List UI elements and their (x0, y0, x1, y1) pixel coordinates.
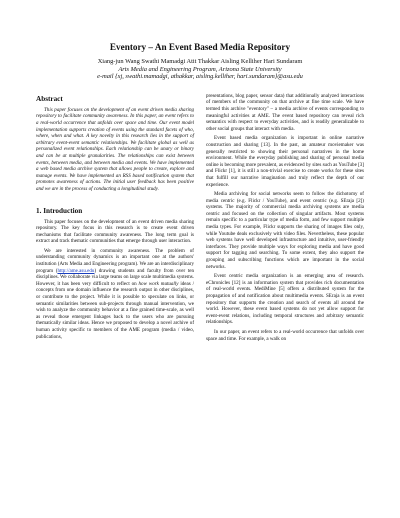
ame-website-link[interactable]: http://ame.asu.edu (57, 267, 95, 274)
right-paragraph-5: In our paper, an event refers to a real-world occurrence that unfolds over space and time. For example, a walk on (206, 328, 364, 342)
intro-paragraph-1: This paper focuses on the development of an event driven media sharing repository. The key focus in this research is to create event driven mechanisms that facilitate community awareness. The long term goal is extract and track thematic communities that emerge through user interaction. (36, 218, 194, 245)
paper-title: Eventory – An Event Based Media Repository (109, 42, 291, 52)
abstract-text: This paper focuses on the development of an event driven media sharing repository to facilitate community awareness. In this paper, an event refers to a real-world occurrence that unfolds over space and time. Our event model implementation supports creation of events using the standard facets of who, where, when and what. A key novelty in this research lies in the support of arbitrary event-event semantic relationships. We facilitate global as well as personalized event relationships. Each relationship can be unary or binary and can be at multiple granularities. The relationships can exist between events, between media, and between media and events. We have implemented a web based media archive system that allows people to create, explore and manage events. We have implemented an RSS based notification system that promotes awareness of actions. The initial user feedback has been positive and we are in the process of conducting a longitudinal study. (36, 106, 194, 192)
right-paragraph-4: Event centric media organization is an emerging area of research. eChronicles [12] is an information system that provides rich documentation of real-world events. MediMine [5] offers a distributed system for the propagation of and notification about multimedia events. SEraja is an event repository that supports the creation and search of events all around the world. However, these event based systems do not yet allow support for event-event relations, including temporal structures and arbitrary semantic relationships. (206, 273, 364, 326)
abstract-section (36, 95, 194, 193)
left-column (36, 93, 194, 345)
intro-p2-emphasis: how work mutually (138, 280, 179, 287)
intro-p2-part-c: ideas / concepts from one domain influence the research output in other disciplines, or contribute to the project. While it is possible to speculate on links, or semantic similarities between sub-projects through manual intervention, we wish to analyze the community behavior at a fine grained time-scale, as well as reveal those emergent linkages back to the users who are pursuing thematically similar ideas. Hence we proposed to develop a novel archive of human activity specific to members of the AME program (media / video, publications, (36, 280, 194, 340)
introduction-section (36, 207, 194, 341)
intro-p2-part-b: ) drawing students and faculty from over ten disciplines. We collaborate via large teams on large scale multimedia systems. However, it has been very difficult to reflect on (36, 267, 194, 287)
abstract-heading: Abstract (36, 94, 63, 103)
author-names: Xiang-jun Wang Swathi Mamadgi Atit Thakkar Aisling Kelliher Hari Sundaram (97, 58, 303, 65)
right-paragraph-1: presentations, blog paper, sensor data) that additionally analyzed interactions of members of the community on that archive at fine time scale. We have termed this archive "eventory" – a media archive of events corresponding to meaningful activities at AME. The event based repository can reveal rich semantics with respect to everyday activities, and is readily generalizable to other social groups that interact with media. (206, 92, 364, 132)
introduction-heading: 1. Introduction (36, 206, 83, 215)
right-paragraph-3: Media archiving for social networks seem to follow the dichotomy of media centric (e.g. Flickr / YouTube), and event centric (e.g. SEraja [2]) systems. The majority of commercial media archiving systems are media centric and focused on the collection of singular artifacts. Most systems remain specific to a particular type of media form, and few support multiple media types. For example, Flickr supports the sharing of images files only, while Youtube deals exclusively with video files. Nevertheless, these popular web systems have well developed infrastructure and intuitive, user-friendly interfaces. They provide multiple ways for exploring media and have good support for tagging and searching. To some extent, they also support the grouping and subscribing functions which are important in the social networks. (206, 191, 364, 270)
intro-p2-part-a: We are interested in community awareness. The problem of understanding community dynamics is an important one at the authors' institution (Arts Media and Engineering program). We are an interdisciplinary program ( (36, 247, 194, 274)
right-column (206, 93, 364, 345)
two-column-body (36, 93, 364, 345)
intro-paragraph-2 (36, 248, 194, 340)
affiliation: Arts Media and Engineering Program, Arizona State University (118, 65, 282, 73)
email-line: e-mail {xj, swathi.mamadgi, athakkar, aisling.kelliher, hari.sundaram}@asu.edu (97, 73, 303, 81)
right-paragraph-2: Event based media organization is important in online narrative construction and sharing [13]. In the past, an amateur moviemaker was generally restricted to showing their personal narratives in the home environment. While the everyday publishing and sharing of personal media online is becoming more prevalent, as evidenced by sites such as YouTube [3] and Flickr [1], it is still a non-trivial exercise to create works for these sites that fulfill our narrative imagination and truly reflect the depth of our experience. (206, 135, 364, 188)
author-block (36, 58, 364, 81)
